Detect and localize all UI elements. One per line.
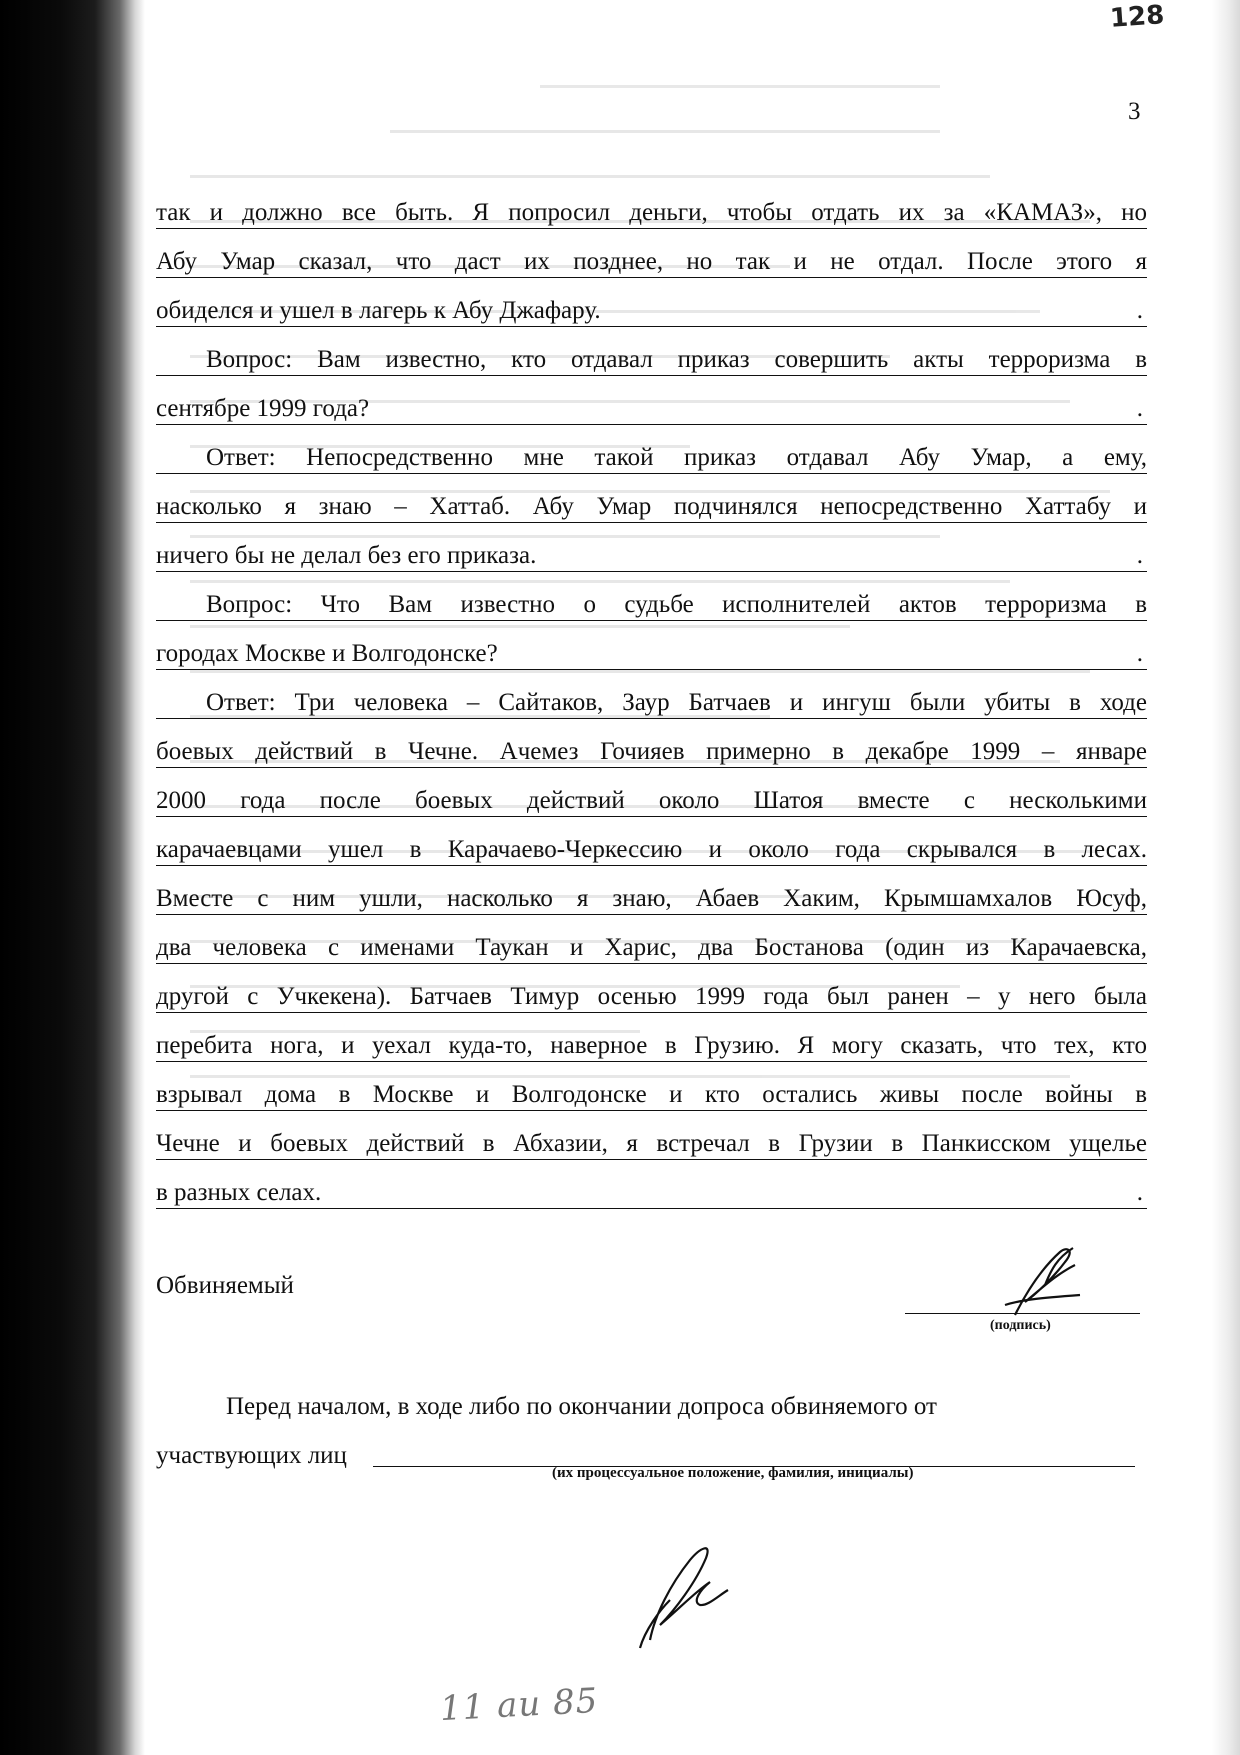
- text-line: Чечне и боевых действий в Абхазии, я встречал в Грузии в Панкисском ущелье: [156, 1129, 1147, 1160]
- answer-line: Ответ: Три человека – Сайтаков, Заур Батчаев и ингуш были убиты в ходе: [156, 688, 1147, 719]
- accused-label: Обвиняемый: [156, 1272, 294, 1299]
- page-edge: [1212, 0, 1240, 1755]
- answer-line: Ответ: Непосредственно мне такой приказ отдавал Абу Умар, а ему,: [156, 443, 1147, 474]
- text-line: ничего бы не делал без его приказа. .: [156, 541, 1147, 572]
- question-line: Вопрос: Вам известно, кто отдавал приказ совершить акты терроризма в: [156, 345, 1147, 376]
- signature-caption: (подпись): [990, 1318, 1051, 1333]
- text-line: обиделся и ушел в лагерь к Абу Джафару. .: [156, 296, 1147, 327]
- signature-mark-accused: [985, 1240, 1095, 1325]
- text-line: Вместе с ним ушли, насколько я знаю, Абаев Хаким, Крымшамхалов Юсуф,: [156, 884, 1147, 915]
- binder-shadow: [0, 0, 145, 1755]
- text-line: боевых действий в Чечне. Ачемез Гочияев примерно в декабре 1999 – январе: [156, 737, 1147, 768]
- text-line: насколько я знаю – Хаттаб. Абу Умар подчинялся непосредственно Хаттабу и: [156, 492, 1147, 523]
- text-line: другой с Учкекена). Батчаев Тимур осенью 1999 года был ранен – у него была: [156, 982, 1147, 1013]
- participants-caption: (их процессуальное положение, фамилия, инициалы): [552, 1465, 914, 1481]
- statement-line: Перед началом, в ходе либо по окончании допроса обвиняемого от: [226, 1393, 937, 1420]
- text-line: 2000 года после боевых действий около Шатоя вместе с несколькими: [156, 786, 1147, 817]
- signature-mark-bottom: [630, 1530, 740, 1655]
- text-line: два человека с именами Таукан и Харис, два Бостанова (один из Карачаевска,: [156, 933, 1147, 964]
- text-line: сентябре 1999 года? .: [156, 394, 1147, 425]
- text-line: перебита нога, и уехал куда-то, наверное в Грузию. Я могу сказать, что тех, кто: [156, 1031, 1147, 1062]
- handwritten-note: 11 аи 85: [439, 1680, 600, 1730]
- page-number: 3: [1128, 98, 1141, 125]
- archive-number: 128: [1109, 0, 1166, 34]
- text-line: в разных селах. .: [156, 1178, 1147, 1209]
- text-line: Абу Умар сказал, что даст их позднее, но так и не отдал. После этого я: [156, 247, 1147, 278]
- participants-label: участвующих лиц: [156, 1442, 347, 1469]
- text-line: взрывал дома в Москве и Волгодонске и кто остались живы после войны в: [156, 1080, 1147, 1111]
- text-line: так и должно все быть. Я попросил деньги, чтобы отдать их за «КАМАЗ», но: [156, 198, 1147, 229]
- question-line: Вопрос: Что Вам известно о судьбе исполнителей актов терроризма в: [156, 590, 1147, 621]
- text-line: карачаевцами ушел в Карачаево-Черкессию и около года скрывался в лесах.: [156, 835, 1147, 866]
- text-line: городах Москве и Волгодонске? .: [156, 639, 1147, 670]
